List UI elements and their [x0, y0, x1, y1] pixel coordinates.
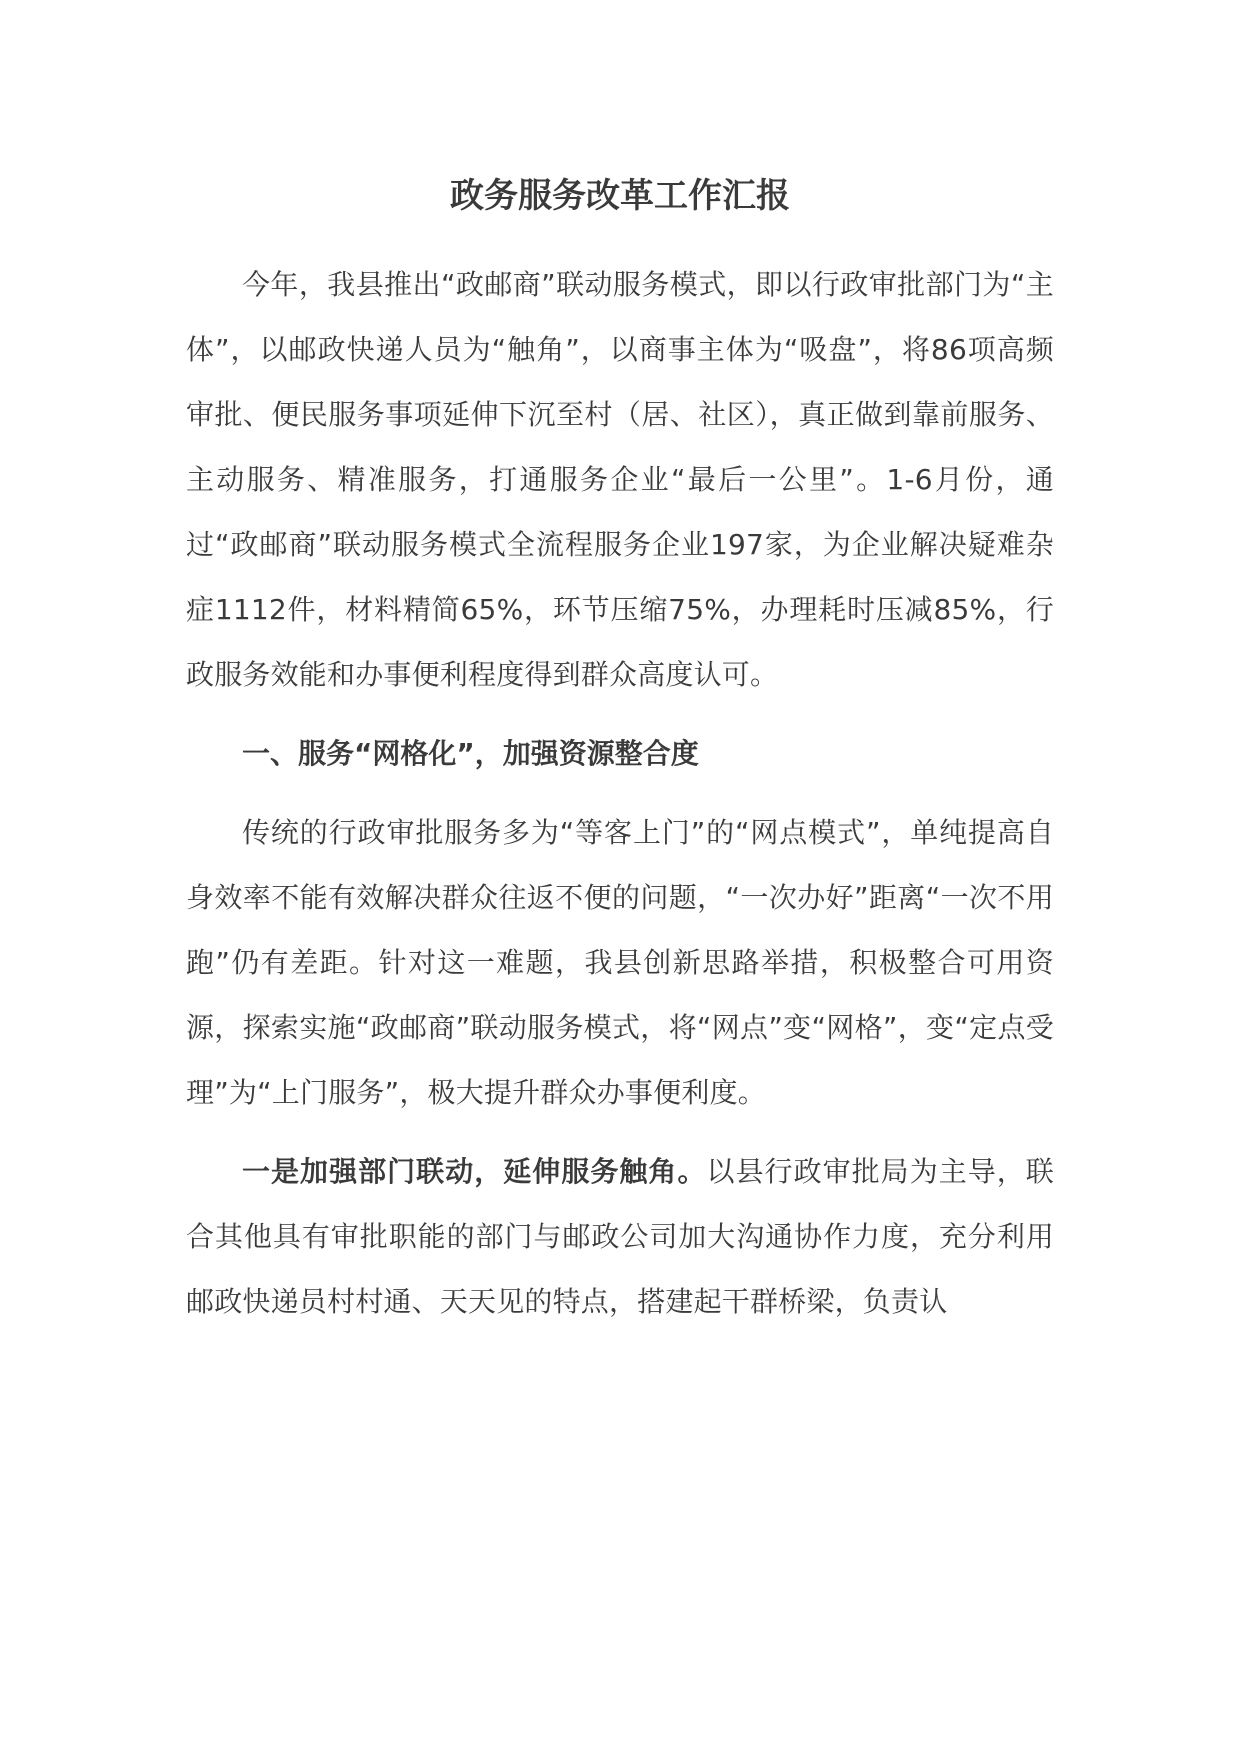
document-title: 政务服务改革工作汇报 [450, 176, 790, 216]
section-paragraph: 传统的行政审批服务多为“等客上门”的“网点模式”，单纯提高自身效率不能有效解决群众往返不便的问题，“一次办好”距离“一次不用跑”仍有差距。针对这一难题，我县创新思路举措，积极整合可用资源，探索实施“政邮商”联动服务模式，将“网点”变“网格”，变“定点受理”为“上门服务”，极大提升群众办事便利度。 [186, 816, 1054, 1109]
section-heading: 一、服务“网格化”，加强资源整合度 [242, 737, 699, 770]
point-lead: 一是加强部门联动，延伸服务触角。 [242, 1155, 707, 1188]
document-body [186, 252, 1054, 1334]
intro-paragraph: 今年，我县推出“政邮商”联动服务模式，即以行政审批部门为“主体”，以邮政快递人员为“触角”，以商事主体为“吸盘”，将86项高频审批、便民服务事项延伸下沉至村（居、社区），真正做到靠前服务、主动服务、精准服务，打通服务企业“最后一公里”。1-6月份，通过“政邮商”联动服务模式全流程服务企业197家，为企业解决疑难杂症1112件，材料精简65%，环节压缩75%，办理耗时压减85%，行政服务效能和办事便利程度得到群众高度认可。 [186, 268, 1054, 691]
point-text: 以县行政审批局为主导，联合其他具有审批职能的部门与邮政公司加大沟通协作力度，充分利用邮政快递员村村通、天天见的特点，搭建起干群桥梁，负责认 [186, 1155, 1055, 1318]
point-paragraph [186, 1139, 1054, 1334]
